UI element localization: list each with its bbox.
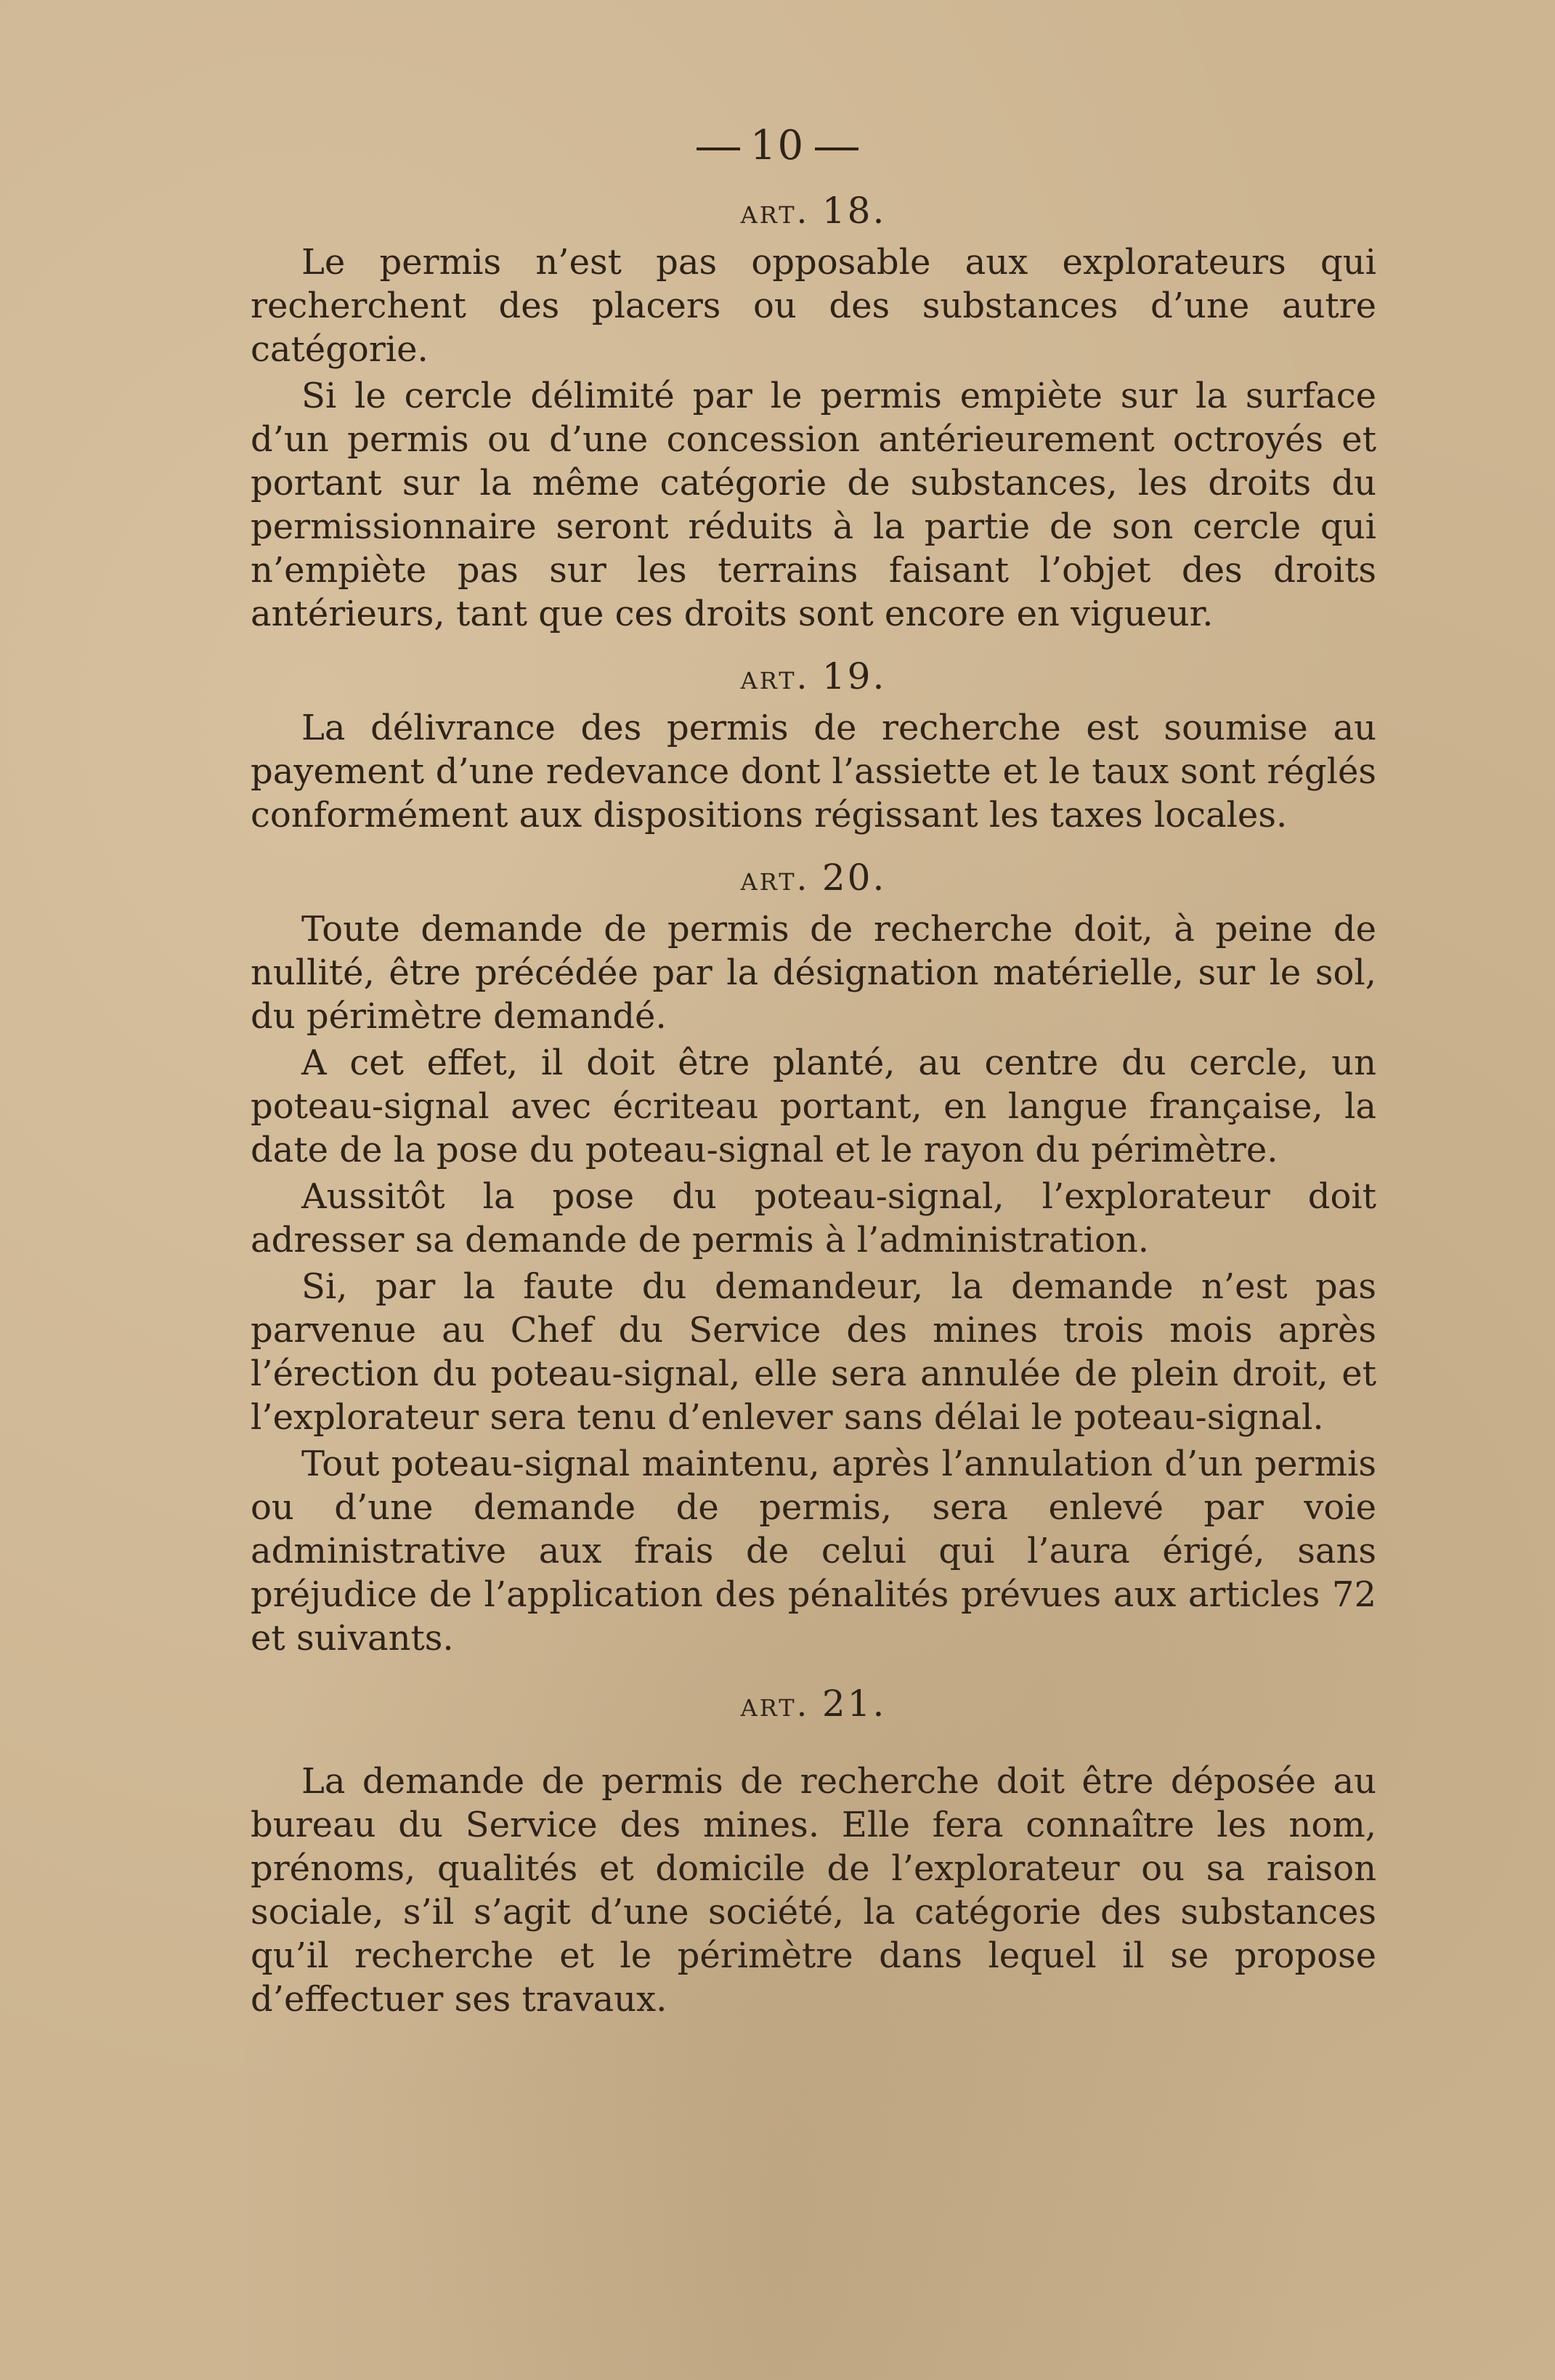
paragraph: A cet effet, il doit être planté, au centre du cercle, un poteau-signal avec écriteau portant, en langue française, la date de la pose du poteau-signal et le rayon du périmètre.	[251, 1043, 1376, 1170]
paragraph: La délivrance des permis de recherche est soumise au payement d’une redevance dont l’assiette et le taux sont réglés conformément aux dispositions régissant les taxes locales.	[251, 708, 1376, 835]
paragraph: Le permis n’est pas opposable aux explorateurs qui recherchent des placers ou des substances d’une autre catégorie.	[251, 242, 1376, 370]
paragraph: Tout poteau-signal maintenu, après l’annulation d’un permis ou d’une demande de permis, sera enlevé par voie administrative aux frais de celui qui l’aura érigé, sans préjudice de l’application des pénalités prévues aux articles 72 et suivants.	[251, 1444, 1376, 1659]
article-label: art.	[740, 859, 810, 898]
paragraph: Si, par la faute du demandeur, la demande n’est pas parvenue au Chef du Service des mines trois mois après l’érection du poteau-signal, elle sera annulée de plein droit, et l’explorateur sera tenu d’enlever sans délai le poteau-signal.	[251, 1266, 1376, 1438]
article-label: art.	[740, 1685, 810, 1724]
article-number: 20.	[821, 857, 887, 899]
page-number-text: 10	[750, 122, 805, 169]
page-number	[0, 122, 1555, 169]
body-text	[251, 189, 1376, 2024]
article-label: art.	[740, 657, 810, 697]
paragraph: Aussitôt la pose du poteau-signal, l’explorateur doit adresser sa demande de permis à l’administration.	[251, 1176, 1376, 1260]
folio-dash-left	[697, 147, 740, 150]
article-label: art.	[740, 192, 810, 231]
article-number: 18.	[821, 190, 887, 232]
article-number: 21.	[821, 1683, 887, 1725]
article-heading-19	[251, 655, 1376, 699]
folio-dash-right	[815, 147, 858, 150]
paragraph: Si le cercle délimité par le permis empiète sur la surface d’un permis ou d’une concession antérieurement octroyés et portant sur la même catégorie de substances, les droits du permissionnaire seront réduits à la partie de son cercle qui n’empiète pas sur les terrains faisant l’objet des droits antérieurs, tant que ces droits sont encore en vigueur.	[251, 376, 1376, 634]
article-heading-18	[251, 189, 1376, 233]
article-heading-21	[251, 1682, 1376, 1726]
paragraph: La demande de permis de recherche doit être déposée au bureau du Service des mines. Elle fera connaître les nom, prénoms, qualités et domicile de l’explorateur ou sa raison sociale, s’il s’agit d’une société, la catégorie des substances qu’il recherche et le périmètre dans lequel il se propose d’effectuer ses travaux.	[251, 1761, 1376, 2020]
paragraph: Toute demande de permis de recherche doit, à peine de nullité, être précédée par la désignation matérielle, sur le sol, du périmètre demandé.	[251, 909, 1376, 1037]
article-number: 19.	[821, 655, 887, 697]
article-heading-20	[251, 856, 1376, 900]
